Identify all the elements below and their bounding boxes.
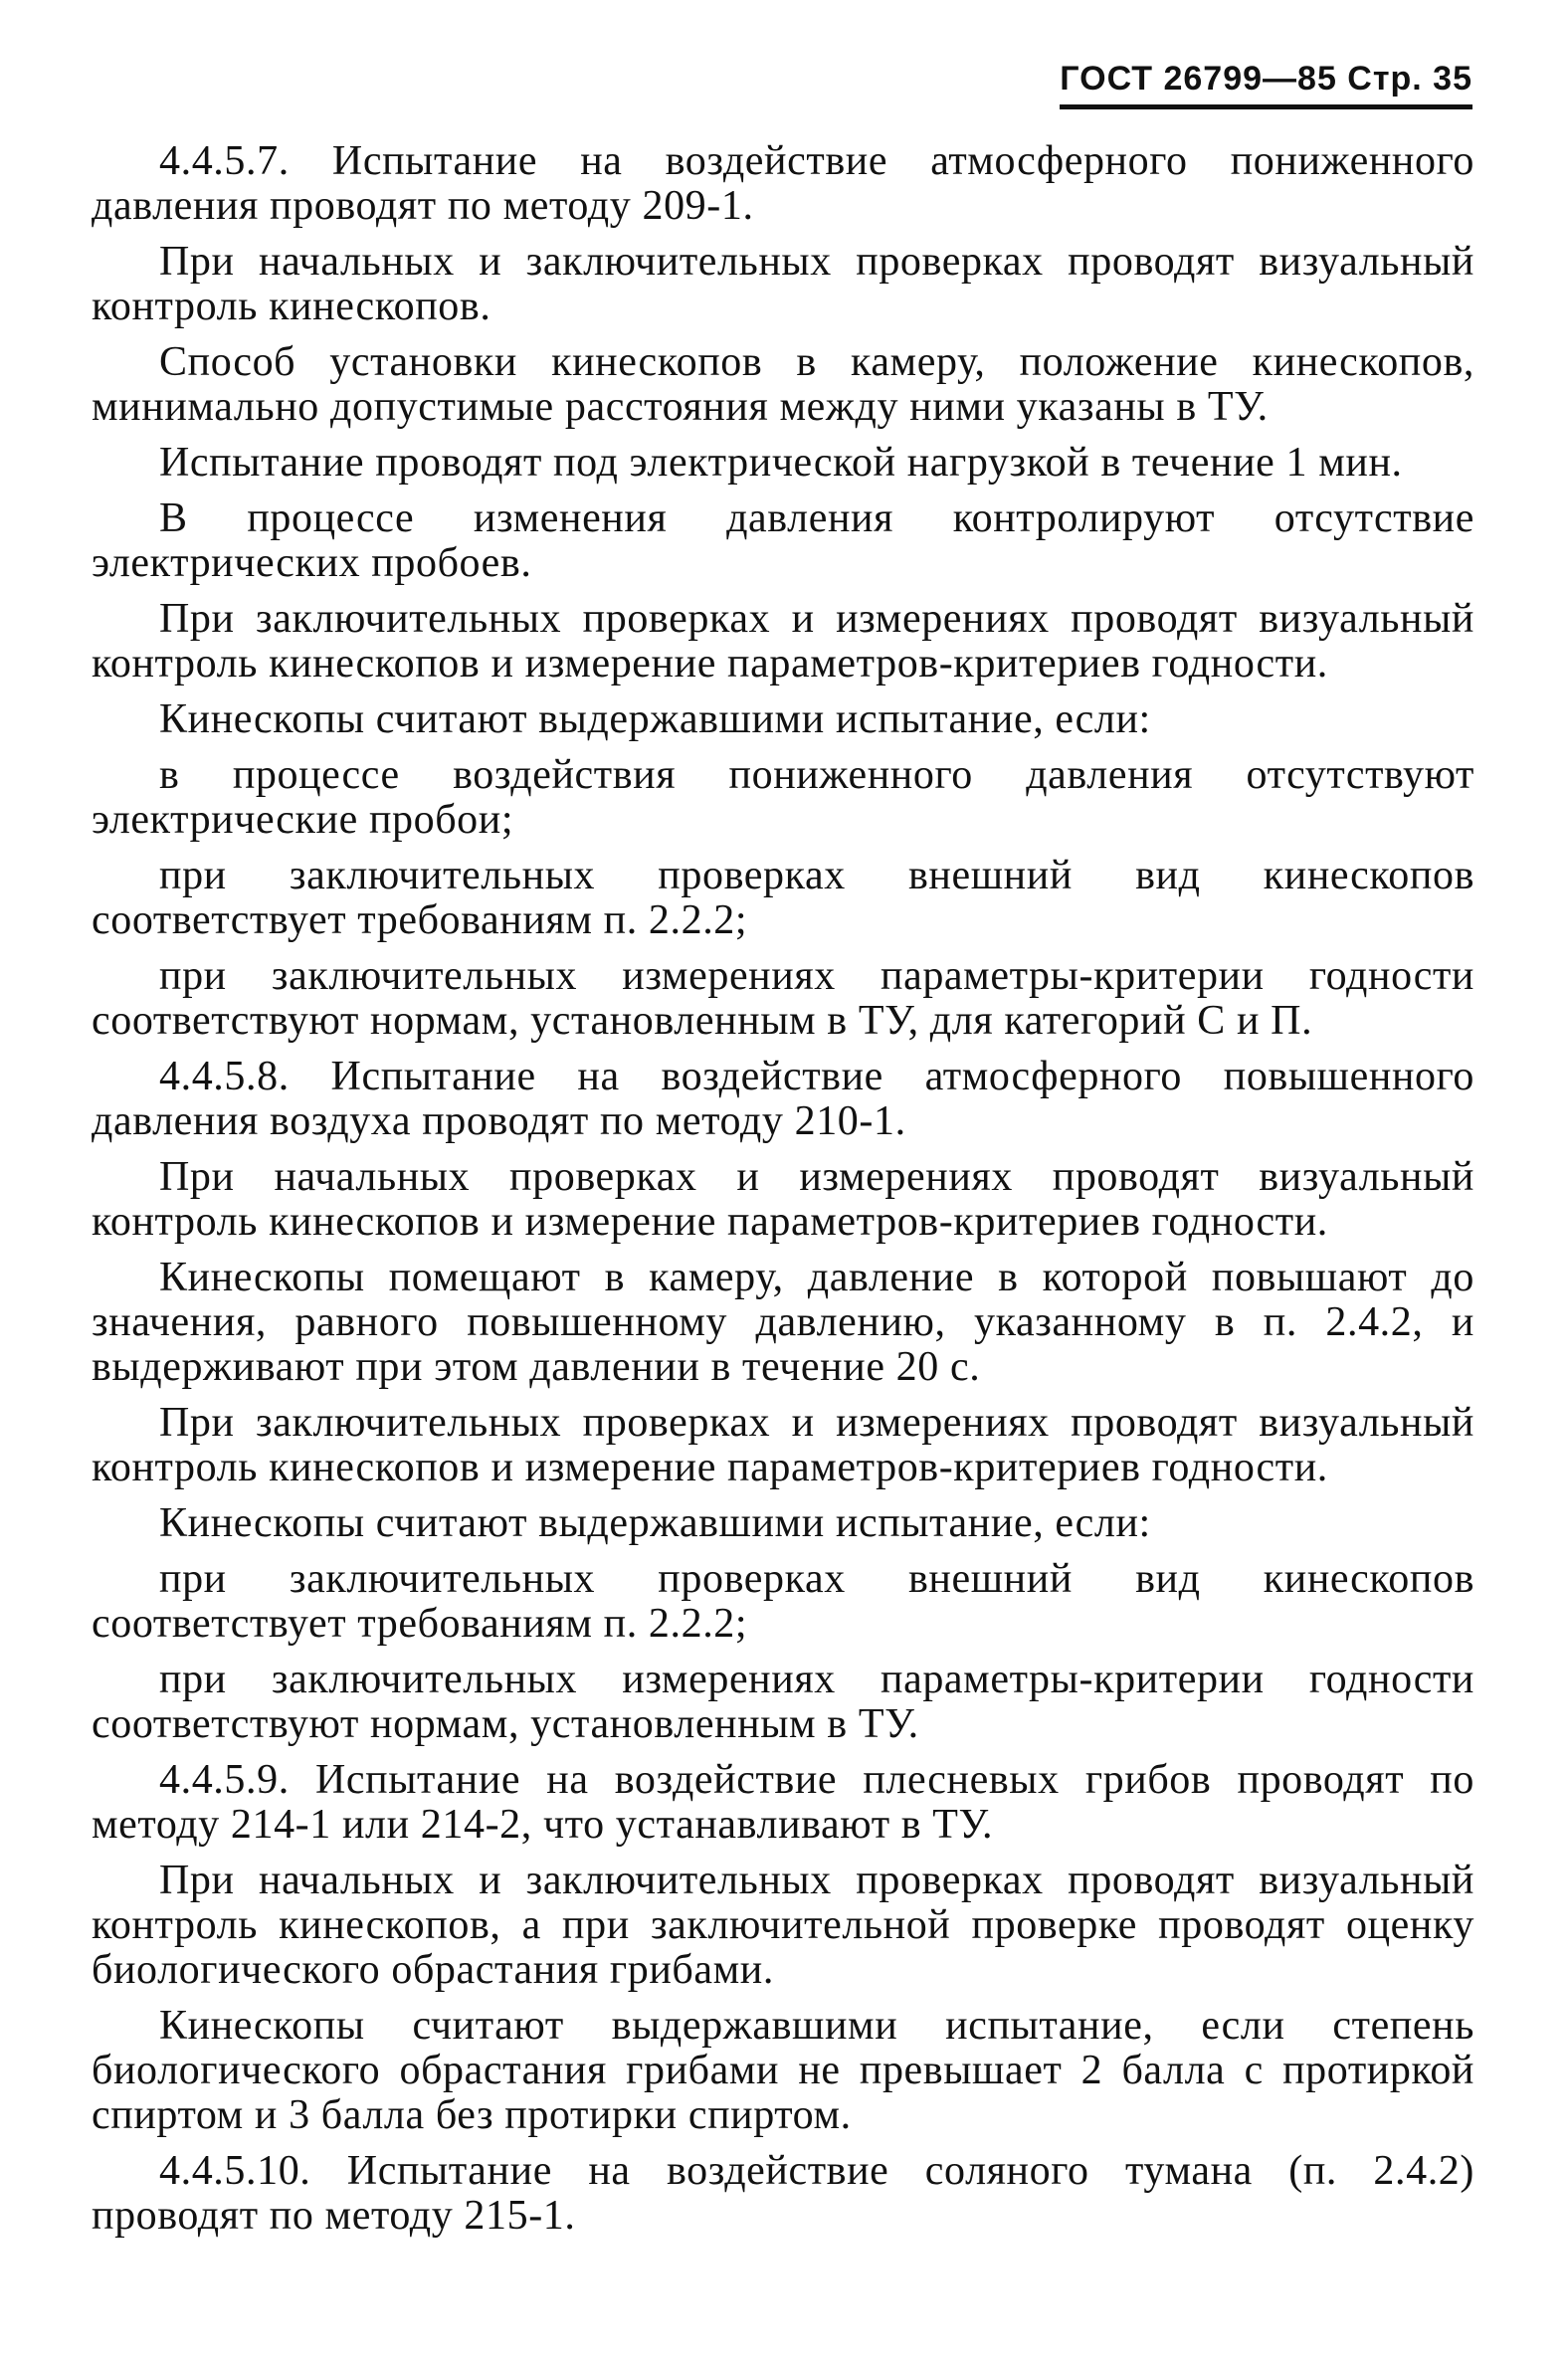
paragraph: Кинескопы помещают в камеру, давление в которой повышают до значения, равного повышенному давлению, указанному в п. 2.4.2, и выдерживают при этом давлении в течение 20 с.	[92, 1255, 1474, 1390]
paragraph: Кинескопы считают выдержавшими испытание, если:	[159, 696, 1151, 742]
paragraph: при заключительных измерениях параметры-критерии годности соответствуют нормам, установленным в ТУ.	[92, 1657, 1474, 1747]
paragraph: при заключительных измерениях параметры-критерии годности соответствуют нормам, установленным в ТУ, для категорий С и П.	[92, 953, 1474, 1044]
paragraph: Кинескопы считают выдержавшими испытание, если степень биологического обрастания грибами не превышает 2 балла с протиркой спиртом и 3 балла без протирки спиртом.	[92, 2003, 1474, 2138]
paragraph: При начальных и заключительных проверках проводят визуальный контроль кинескопов.	[92, 239, 1474, 329]
paragraph-4-4-5-8: 4.4.5.8. Испытание на воздействие атмосферного повышенного давления воздуха проводят по методу 210-1.	[92, 1054, 1474, 1144]
paragraph: Кинескопы считают выдержавшими испытание, если:	[159, 1500, 1151, 1546]
paragraph: В процессе изменения давления контролируют отсутствие электрических пробоев.	[92, 495, 1474, 586]
paragraph-4-4-5-9: 4.4.5.9. Испытание на воздействие плесневых грибов проводят по методу 214-1 или 214-2, что устанавливают в ТУ.	[92, 1757, 1474, 1848]
paragraph: при заключительных проверках внешний вид кинескопов соответствует требованиям п. 2.2.2;	[92, 1556, 1474, 1647]
paragraph: Испытание проводят под электрической нагрузкой в течение 1 мин.	[159, 440, 1403, 486]
page-header: ГОСТ 26799—85 Стр. 35	[1060, 60, 1472, 109]
paragraph: в процессе воздействия пониженного давления отсутствуют электрические пробои;	[92, 752, 1474, 843]
paragraph: При заключительных проверках и измерениях проводят визуальный контроль кинескопов и измерение параметров-критериев годности.	[92, 1400, 1474, 1490]
document-body	[92, 139, 1474, 2250]
paragraph: Способ установки кинескопов в камеру, положение кинескопов, минимально допустимые расстояния между ними указаны в ТУ.	[92, 339, 1474, 430]
paragraph-4-4-5-7: 4.4.5.7. Испытание на воздействие атмосферного пониженного давления проводят по методу 209-1.	[92, 138, 1474, 229]
paragraph: При заключительных проверках и измерениях проводят визуальный контроль кинескопов и измерение параметров-критериев годности.	[92, 596, 1474, 687]
paragraph: при заключительных проверках внешний вид кинескопов соответствует требованиям п. 2.2.2;	[92, 853, 1474, 943]
paragraph: При начальных и заключительных проверках проводят визуальный контроль кинескопов, а при заключительной проверке проводят оценку биологического обрастания грибами.	[92, 1858, 1474, 1993]
paragraph-4-4-5-10: 4.4.5.10. Испытание на воздействие соляного тумана (п. 2.4.2) проводят по методу 215-1.	[92, 2148, 1474, 2239]
paragraph: При начальных проверках и измерениях проводят визуальный контроль кинескопов и измерение параметров-критериев годности.	[92, 1154, 1474, 1245]
